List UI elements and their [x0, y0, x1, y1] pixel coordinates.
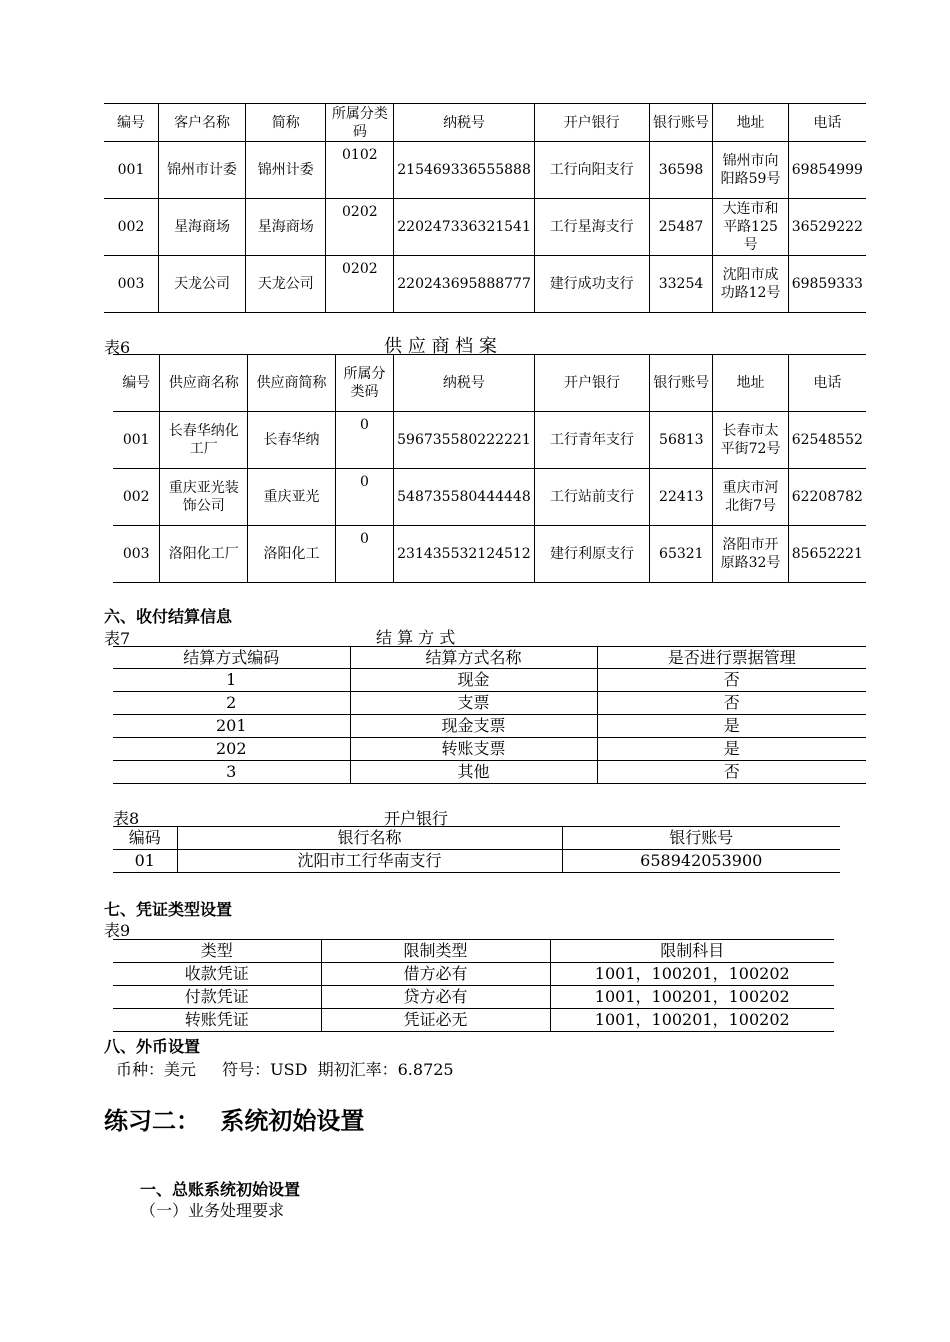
header-cell: 电话	[788, 355, 866, 412]
table-cell: 工行青年支行	[534, 412, 649, 469]
table-cell: 0	[335, 469, 393, 526]
customer-table	[104, 103, 866, 313]
table-cell: 沈阳市成功路12号	[713, 256, 788, 313]
table-cell: 天龙公司	[159, 256, 246, 313]
table-cell: 69854999	[788, 142, 866, 199]
table-header-row	[113, 355, 866, 412]
header-cell: 限制类型	[321, 940, 550, 963]
table-cell: 1	[113, 669, 350, 692]
section-heading: 六、收付结算信息	[104, 607, 233, 626]
header-cell: 编码	[113, 827, 177, 850]
header-cell: 是否进行票据管理	[597, 647, 866, 669]
table-cell: 22413	[650, 469, 713, 526]
table-cell: 现金支票	[350, 715, 597, 738]
table-row	[113, 738, 866, 761]
table-cell: 长春华纳化工厂	[160, 412, 248, 469]
header-cell: 供应商名称	[160, 355, 248, 412]
table-cell: 3	[113, 761, 350, 784]
table-row	[113, 669, 866, 692]
sub-item: （一）业务处理要求	[140, 1201, 285, 1220]
table-cell: 贷方必有	[321, 986, 550, 1009]
header-cell: 银行账号	[650, 355, 713, 412]
table-cell: 201	[113, 715, 350, 738]
table-cell: 工行向阳支行	[534, 142, 649, 199]
table-title: 开户银行	[384, 809, 449, 828]
table-cell: 2	[113, 692, 350, 715]
table-cell: 其他	[350, 761, 597, 784]
table-cell: 长春市太平街72号	[713, 412, 788, 469]
table-row	[113, 412, 866, 469]
table-cell: 否	[597, 761, 866, 784]
table-cell: 转账凭证	[113, 1009, 321, 1032]
table-cell: 星海商场	[159, 199, 246, 256]
section-heading: 七、凭证类型设置	[104, 900, 233, 919]
table-cell: 现金	[350, 669, 597, 692]
table-cell: 锦州市计委	[159, 142, 246, 199]
table-cell: 重庆亚光	[248, 469, 336, 526]
table-row	[113, 963, 834, 986]
table-cell: 001	[104, 142, 159, 199]
table-cell: 沈阳市工行华南支行	[177, 850, 562, 873]
table-cell: 0	[335, 412, 393, 469]
table-header-row	[104, 104, 866, 142]
section-heading: 八、外币设置	[104, 1037, 201, 1056]
table-cell: 658942053900	[562, 850, 840, 873]
table-cell: 25487	[649, 199, 713, 256]
header-cell: 开户银行	[534, 355, 649, 412]
table-label: 表8	[113, 809, 140, 828]
header-cell: 编号	[113, 355, 160, 412]
table-cell: 否	[597, 692, 866, 715]
table-cell: 转账支票	[350, 738, 597, 761]
table-cell: 002	[104, 199, 159, 256]
table-cell: 001	[113, 412, 160, 469]
table-cell: 工行站前支行	[534, 469, 649, 526]
table-row	[113, 715, 866, 738]
table-cell: 62208782	[788, 469, 866, 526]
header-cell: 银行名称	[177, 827, 562, 850]
table-cell: 548735580444448	[394, 469, 535, 526]
table-cell: 锦州计委	[246, 142, 326, 199]
table-cell: 231435532124512	[394, 526, 535, 583]
table-cell: 否	[597, 669, 866, 692]
table-cell: 36529222	[788, 199, 866, 256]
header-cell: 类型	[113, 940, 321, 963]
table-cell: 洛阳化工厂	[160, 526, 248, 583]
table-cell: 重庆亚光装饰公司	[160, 469, 248, 526]
table-cell: 洛阳化工	[248, 526, 336, 583]
table-cell: 215469336555888	[394, 142, 535, 199]
table-cell: 支票	[350, 692, 597, 715]
bank-table	[113, 826, 840, 873]
table-cell: 建行成功支行	[534, 256, 649, 313]
header-cell: 所属分类码	[326, 104, 394, 142]
table-row	[113, 1009, 834, 1032]
table-cell: 星海商场	[246, 199, 326, 256]
table-cell: 596735580222221	[394, 412, 535, 469]
table-cell: 建行利原支行	[534, 526, 649, 583]
table-label: 表9	[104, 921, 131, 940]
sub-heading: 一、总账系统初始设置	[140, 1180, 301, 1199]
table-cell: 003	[113, 526, 160, 583]
header-cell: 编号	[104, 104, 159, 142]
header-cell: 限制科目	[550, 940, 834, 963]
header-cell: 供应商简称	[248, 355, 336, 412]
header-cell: 纳税号	[394, 104, 535, 142]
header-cell: 开户银行	[534, 104, 649, 142]
table-cell: 1001，100201，100202	[550, 963, 834, 986]
table-cell: 65321	[650, 526, 713, 583]
table-cell: 付款凭证	[113, 986, 321, 1009]
table-header-row	[113, 647, 866, 669]
header-cell: 银行账号	[562, 827, 840, 850]
table-row	[104, 142, 866, 199]
table-cell: 56813	[650, 412, 713, 469]
header-cell: 结算方式名称	[350, 647, 597, 669]
table-row	[113, 526, 866, 583]
table-cell: 0202	[326, 199, 394, 256]
table-cell: 是	[597, 715, 866, 738]
currency-info: 币种：美元 符号：USD 期初汇率：6.8725	[116, 1060, 454, 1079]
table-cell: 62548552	[788, 412, 866, 469]
table-row	[104, 256, 866, 313]
header-cell: 所属分类码	[335, 355, 393, 412]
header-cell: 客户名称	[159, 104, 246, 142]
table-cell: 220243695888777	[394, 256, 535, 313]
table-cell: 借方必有	[321, 963, 550, 986]
header-cell: 电话	[788, 104, 866, 142]
table-row	[104, 199, 866, 256]
table-cell: 凭证必无	[321, 1009, 550, 1032]
table-cell: 工行星海支行	[534, 199, 649, 256]
table-cell: 0202	[326, 256, 394, 313]
table-row	[113, 761, 866, 784]
table-cell: 85652221	[788, 526, 866, 583]
table-cell: 长春华纳	[248, 412, 336, 469]
table-cell: 69859333	[788, 256, 866, 313]
table-title: 结 算 方 式	[376, 628, 456, 647]
table-cell: 重庆市河北街7号	[713, 469, 788, 526]
table-cell: 33254	[649, 256, 713, 313]
table-cell: 是	[597, 738, 866, 761]
settlement-table	[113, 646, 866, 784]
voucher-type-table	[113, 939, 834, 1032]
table-cell: 0	[335, 526, 393, 583]
table-cell: 01	[113, 850, 177, 873]
table-cell: 220247336321541	[394, 199, 535, 256]
header-cell: 地址	[713, 104, 788, 142]
table-cell: 002	[113, 469, 160, 526]
header-cell: 地址	[713, 355, 788, 412]
table-row	[113, 986, 834, 1009]
header-cell: 简称	[246, 104, 326, 142]
table-cell: 收款凭证	[113, 963, 321, 986]
table-cell: 1001，100201，100202	[550, 986, 834, 1009]
table-cell: 003	[104, 256, 159, 313]
header-cell: 纳税号	[394, 355, 535, 412]
table-row	[113, 850, 840, 873]
table-cell: 大连市和平路125号	[713, 199, 788, 256]
table-cell: 洛阳市开原路32号	[713, 526, 788, 583]
supplier-table	[113, 354, 866, 583]
table-cell: 天龙公司	[246, 256, 326, 313]
table-header-row	[113, 827, 840, 850]
table-cell: 36598	[649, 142, 713, 199]
table-label: 表7	[104, 629, 131, 648]
table-label: 表6	[104, 338, 131, 357]
table-row	[113, 692, 866, 715]
table-cell: 0102	[326, 142, 394, 199]
header-cell: 结算方式编码	[113, 647, 350, 669]
table-title: 供 应 商 档 案	[384, 336, 497, 357]
table-cell: 1001，100201，100202	[550, 1009, 834, 1032]
exercise-title: 练习二： 系统初始设置	[104, 1107, 365, 1135]
table-header-row	[113, 940, 834, 963]
table-row	[113, 469, 866, 526]
table-cell: 202	[113, 738, 350, 761]
table-cell: 锦州市向阳路59号	[713, 142, 788, 199]
header-cell: 银行账号	[649, 104, 713, 142]
